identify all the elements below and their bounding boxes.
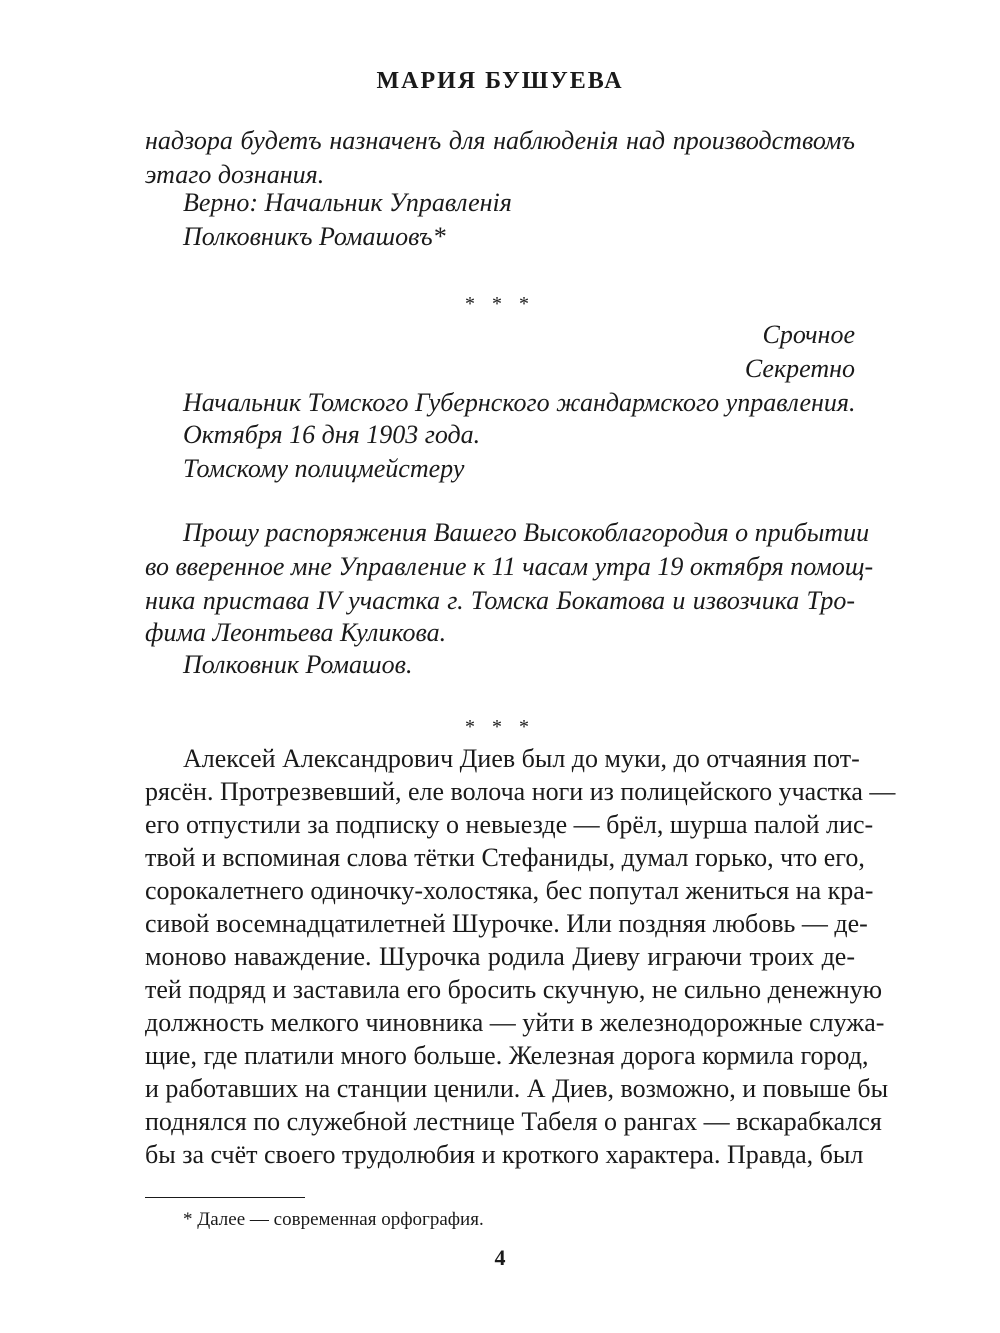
page-number: 4 <box>494 1245 506 1270</box>
letter-sender: Начальник Томского Губернского жандармского управления. <box>183 388 856 417</box>
text-line: поднялся по служебной лестнице Табеля о рангах — вскарабкался <box>145 1107 882 1136</box>
mark-urgent: Срочное <box>762 320 855 349</box>
text-line: должность мелкого чиновника — уйти в железнодорожные служа- <box>145 1008 885 1037</box>
footnote: * Далее — современная орфография. <box>183 1209 484 1230</box>
text-line: во вверенное мне Управление к 11 часам утра 19 октября помощ- <box>145 552 874 581</box>
text-line: надзора будетъ назначенъ для наблюденія над производствомъ <box>145 126 855 155</box>
text-line: фима Леонтьева Куликова. <box>145 618 447 647</box>
text-line: тей подряд и заставила его бросить скучную, не сильно денежную <box>145 975 883 1004</box>
text-line: Прошу распоряжения Вашего Высокоблагородия о прибытии <box>183 518 870 547</box>
text-line: Верно: Начальник Управленія <box>183 188 512 217</box>
letter-date: Октября 16 дня 1903 года. <box>183 420 481 449</box>
letter-signature: Полковник Ромашов. <box>183 650 413 679</box>
text-line: моново наваждение. Шурочка родила Диеву играючи троих де- <box>145 942 855 971</box>
text-line: бы за счёт своего трудолюбия и кроткого характера. Правда, был <box>145 1140 864 1169</box>
text-line: этаго дознания. <box>145 160 325 189</box>
text-line: и работавших на станции ценили. А Диев, возможно, и повыше бы <box>145 1074 889 1103</box>
footnote-rule <box>145 1197 305 1198</box>
text-line: его отпустили за подписку о невыезде — брёл, шурша палой лис- <box>145 810 874 839</box>
text-line: сивой восемнадцатилетней Шурочке. Или поздняя любовь — де- <box>145 909 868 938</box>
text-line: ника пристава IV участка г. Томска Бокатова и извозчика Тро- <box>145 586 855 615</box>
section-separator: * * * <box>465 716 535 738</box>
mark-secret: Секретно <box>744 354 855 383</box>
running-header-author: МАРИЯ БУШУЕВА <box>376 68 624 94</box>
text-line: твой и вспоминая слова тётки Стефаниды, думал горько, что его, <box>145 843 865 872</box>
text-line: щие, где платили много больше. Железная дорога кормила город, <box>145 1041 869 1070</box>
text-line: Алексей Александрович Диев был до муки, до отчаяния пот- <box>183 744 860 773</box>
text-line: Полковникъ Ромашовъ* <box>183 222 446 251</box>
text-line: сорокалетнего одиночку-холостяка, бес попутал жениться на кра- <box>145 876 874 905</box>
letter-addressee: Томскому полицмейстеру <box>183 454 465 483</box>
section-separator: * * * <box>465 293 535 315</box>
text-line: рясён. Протрезвевший, еле волоча ноги из полицейского участка — <box>145 777 896 806</box>
